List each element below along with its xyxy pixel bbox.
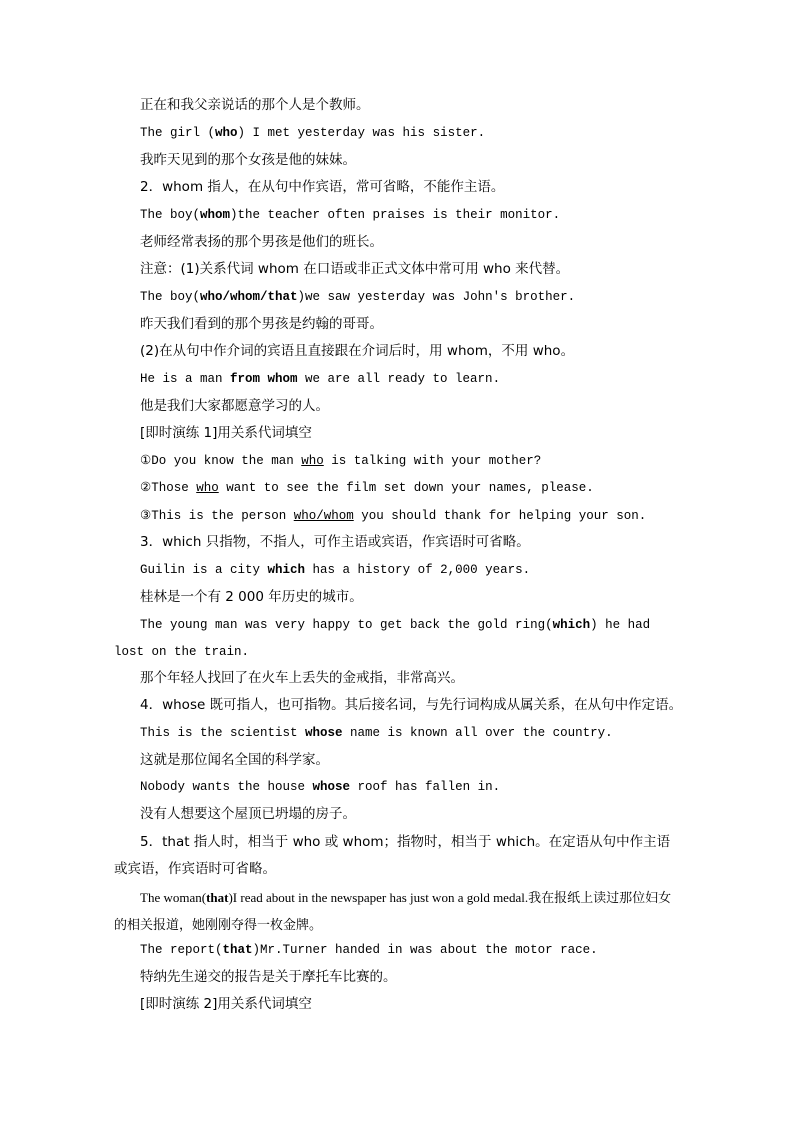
- answer-blank: who/whom: [293, 509, 354, 523]
- text-line-l29: [140, 940, 598, 960]
- text-run: This is the scientist: [140, 726, 306, 740]
- text-run: )we saw yesterday was John's brother.: [297, 290, 576, 304]
- bold-keyword: from whom: [230, 372, 298, 386]
- text-run: you should thank for helping your son.: [353, 509, 647, 523]
- text-run: 5．that 指人时，相当于 who 或 whom；指物时，相当于 which。在定语从句中作主语或宾语，作宾语时可省略。: [114, 834, 671, 877]
- text-run: 3．which 只指物，不指人，可作主语或宾语，作宾语时可省略。: [140, 534, 530, 550]
- text-line-l02: [140, 123, 485, 143]
- text-line-l01: [140, 95, 370, 115]
- text-line-l19: [140, 587, 363, 607]
- text-run: 他是我们大家都愿意学习的人。: [140, 398, 329, 414]
- text-run: 4．whose 既可指人，也可指物。其后接名词，与先行词构成从属关系，在从句中作定语。: [140, 697, 683, 713]
- text-line-l11: [140, 369, 500, 389]
- text-run: 正在和我父亲说话的那个人是个教师。: [140, 97, 370, 113]
- bold-keyword: whose: [312, 780, 351, 794]
- text-run: 2．whom 指人，在从句中作宾语，常可省略，不能作主语。: [140, 179, 505, 195]
- text-line-l22: [140, 695, 682, 715]
- text-line-l03: [140, 150, 356, 170]
- text-line-l20: [114, 612, 682, 666]
- text-line-l25: [140, 777, 500, 797]
- text-line-l12: [140, 396, 329, 416]
- text-run: 桂林是一个有 2 000 年历史的城市。: [140, 589, 363, 605]
- bold-keyword: whom: [200, 208, 231, 222]
- text-run: 那个年轻人找回了在火车上丢失的金戒指，非常高兴。: [140, 670, 464, 686]
- text-run: (2)在从句中作介词的宾语且直接跟在介词后时，用 whom，不用 who。: [140, 343, 575, 359]
- text-run: roof has fallen in.: [350, 780, 501, 794]
- text-line-l16: [140, 506, 646, 526]
- text-line-l27: [114, 829, 682, 883]
- text-line-l30: [140, 967, 397, 987]
- text-run: [即时演练 2]用关系代词填空: [140, 996, 312, 1012]
- text-run: The boy(: [140, 208, 201, 222]
- text-run: The woman(: [140, 890, 207, 905]
- text-run: name is known all over the country.: [342, 726, 613, 740]
- text-line-l28: [114, 884, 682, 938]
- text-line-l08: [140, 287, 575, 307]
- text-run: 老师经常表扬的那个男孩是他们的班长。: [140, 234, 383, 250]
- text-line-l04: [140, 177, 504, 197]
- text-run: has a history of 2,000 years.: [305, 563, 531, 577]
- text-run: )I read about in the newspaper has just won a gold medal.我在报纸上读过那位妇女的相关报道，她刚刚夺得一枚金牌。: [114, 890, 672, 932]
- text-run: ) he had lost on the train.: [114, 618, 651, 659]
- text-run: want to see the film set down your names, please.: [218, 481, 594, 495]
- text-run: 这就是那位闻名全国的科学家。: [140, 752, 329, 768]
- text-run: Guilin is a city: [140, 563, 268, 577]
- text-run: )Mr.Turner handed in was about the motor race.: [252, 943, 598, 957]
- text-line-l05: [140, 205, 560, 225]
- text-line-l07: [140, 259, 569, 279]
- text-line-l14: [140, 451, 541, 471]
- text-line-l17: [140, 532, 530, 552]
- text-run: The report(: [140, 943, 223, 957]
- text-run: The boy(: [140, 290, 201, 304]
- text-line-l24: [140, 750, 329, 770]
- text-line-l10: [140, 341, 574, 361]
- text-line-l26: [140, 804, 356, 824]
- bold-keyword: which: [267, 563, 306, 577]
- text-run: [即时演练 1]用关系代词填空: [140, 425, 312, 441]
- bold-keyword: whose: [305, 726, 343, 740]
- bold-keyword: who: [215, 126, 238, 140]
- text-line-l15: [140, 478, 594, 498]
- text-run: 昨天我们看到的那个男孩是约翰的哥哥。: [140, 316, 383, 332]
- text-run: ③This is the person: [140, 509, 294, 523]
- text-line-l13: [140, 423, 312, 443]
- text-run: 特纳先生递交的报告是关于摩托车比赛的。: [140, 969, 397, 985]
- text-line-l06: [140, 232, 383, 252]
- text-run: 注意：(1)关系代词 whom 在口语或非正式文体中常可用 who 来代替。: [140, 261, 570, 277]
- text-line-l23: [140, 723, 613, 743]
- text-run: He is a man: [140, 372, 231, 386]
- text-run: )the teacher often praises is their monitor.: [230, 208, 561, 222]
- text-line-l31: [140, 994, 312, 1014]
- bold-keyword: that: [222, 943, 253, 957]
- text-line-l09: [140, 314, 383, 334]
- answer-blank: who: [196, 481, 219, 495]
- text-run: 没有人想要这个屋顶已坍塌的房子。: [140, 806, 356, 822]
- text-run: Nobody wants the house: [140, 780, 313, 794]
- text-run: we are all ready to learn.: [297, 372, 501, 386]
- bold-keyword: which: [552, 618, 591, 632]
- bold-keyword: that: [206, 890, 229, 905]
- text-run: ) I met yesterday was his sister.: [237, 126, 486, 140]
- text-line-l21: [140, 668, 464, 688]
- bold-keyword: who/whom/that: [200, 290, 298, 304]
- answer-blank: who: [301, 454, 324, 468]
- text-run: ②Those: [140, 481, 197, 495]
- text-run: 我昨天见到的那个女孩是他的妹妹。: [140, 152, 356, 168]
- text-line-l18: [140, 560, 530, 580]
- text-run: The young man was very happy to get back the gold ring(: [140, 618, 553, 632]
- text-run: The girl (: [140, 126, 216, 140]
- text-run: is talking with your mother?: [323, 454, 542, 468]
- text-run: ①Do you know the man: [140, 454, 302, 468]
